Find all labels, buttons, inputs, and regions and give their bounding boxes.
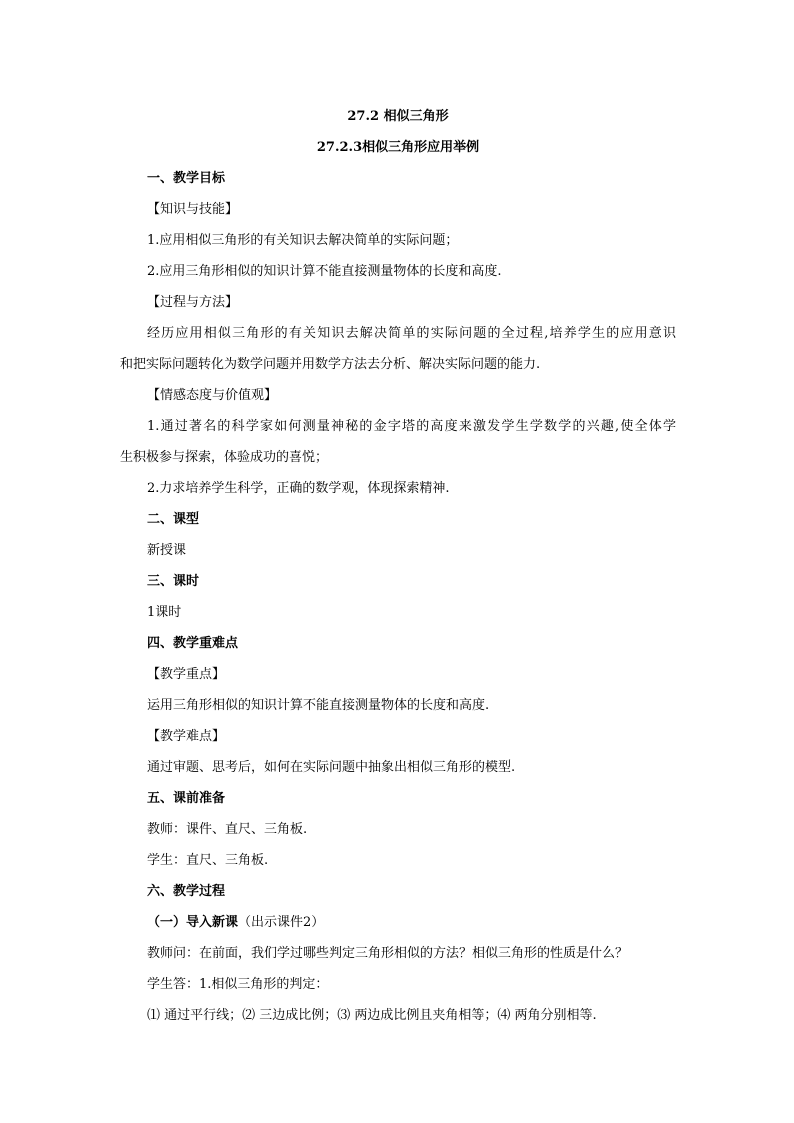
intro-label: （一）导入新课 bbox=[147, 915, 239, 930]
document-subtitle: 27.2.3相似三角形应用举例 bbox=[316, 140, 480, 155]
section-heading-objectives: 一、教学目标 bbox=[147, 171, 226, 186]
paragraph-class-hours: 1课时 bbox=[147, 605, 182, 620]
paragraph-teaching-difficulty: 通过审题、思考后，如何在实际问题中抽象出相似三角形的模型. bbox=[147, 760, 516, 775]
paragraph-teacher-question: 教师问：在前面，我们学过哪些判定三角形相似的方法？相似三角形的性质是什么？ bbox=[147, 946, 629, 961]
paragraph-emotion-2: 2.力求培养学生科学，正确的数学观，体现探索精神. bbox=[147, 481, 450, 496]
paragraph-process-line1: 经历应用相似三角形的有关知识去解决简单的实际问题的全过程,培养学生的应用意识 bbox=[147, 326, 676, 341]
paragraph-student-answer: 学生答：1.相似三角形的判定： bbox=[147, 977, 329, 992]
paragraph-teacher-prep: 教师：课件、直尺、三角板. bbox=[147, 822, 308, 837]
document-title: 27.2 相似三角形 bbox=[347, 109, 449, 124]
label-knowledge-skills: 【知识与技能】 bbox=[147, 202, 239, 217]
label-emotion-values: 【情感态度与价值观】 bbox=[147, 388, 278, 403]
paragraph-lesson-type: 新授课 bbox=[147, 543, 187, 558]
label-process-methods: 【过程与方法】 bbox=[147, 295, 239, 310]
label-teaching-focus: 【教学重点】 bbox=[147, 667, 226, 682]
paragraph-knowledge-1: 1.应用相似三角形的有关知识去解决简单的实际问题； bbox=[147, 233, 459, 248]
paragraph-knowledge-2: 2.应用三角形相似的知识计算不能直接测量物体的长度和高度. bbox=[147, 264, 502, 279]
section-heading-key-points: 四、教学重难点 bbox=[147, 636, 239, 651]
paragraph-teaching-focus: 运用三角形相似的知识计算不能直接测量物体的长度和高度. bbox=[147, 698, 490, 713]
label-teaching-difficulty: 【教学难点】 bbox=[147, 729, 226, 744]
section-heading-preparation: 五、课前准备 bbox=[147, 791, 226, 806]
paragraph-student-prep: 学生：直尺、三角板. bbox=[147, 853, 269, 868]
intro-note: （出示课件2） bbox=[238, 915, 325, 930]
section-heading-teaching-process: 六、教学过程 bbox=[147, 884, 226, 899]
paragraph-emotion-1-line2: 生积极参与探索，体验成功的喜悦； bbox=[120, 450, 329, 465]
section-heading-lesson-type: 二、课型 bbox=[147, 512, 200, 527]
paragraph-intro bbox=[120, 907, 676, 938]
paragraph-process-line2: 和把实际问题转化为数学问题并用数学方法去分析、解决实际问题的能力. bbox=[120, 357, 541, 372]
paragraph-emotion-1-line1: 1.通过著名的科学家如何测量神秘的金字塔的高度来激发学生学数学的兴趣,使全体学 bbox=[147, 419, 676, 434]
section-heading-class-hours: 三、课时 bbox=[147, 574, 200, 589]
document-body bbox=[120, 101, 676, 1031]
paragraph-similarity-methods: ⑴ 通过平行线；⑵ 三边成比例；⑶ 两边成比例且夹角相等；⑷ 两角分别相等. bbox=[147, 1008, 597, 1023]
